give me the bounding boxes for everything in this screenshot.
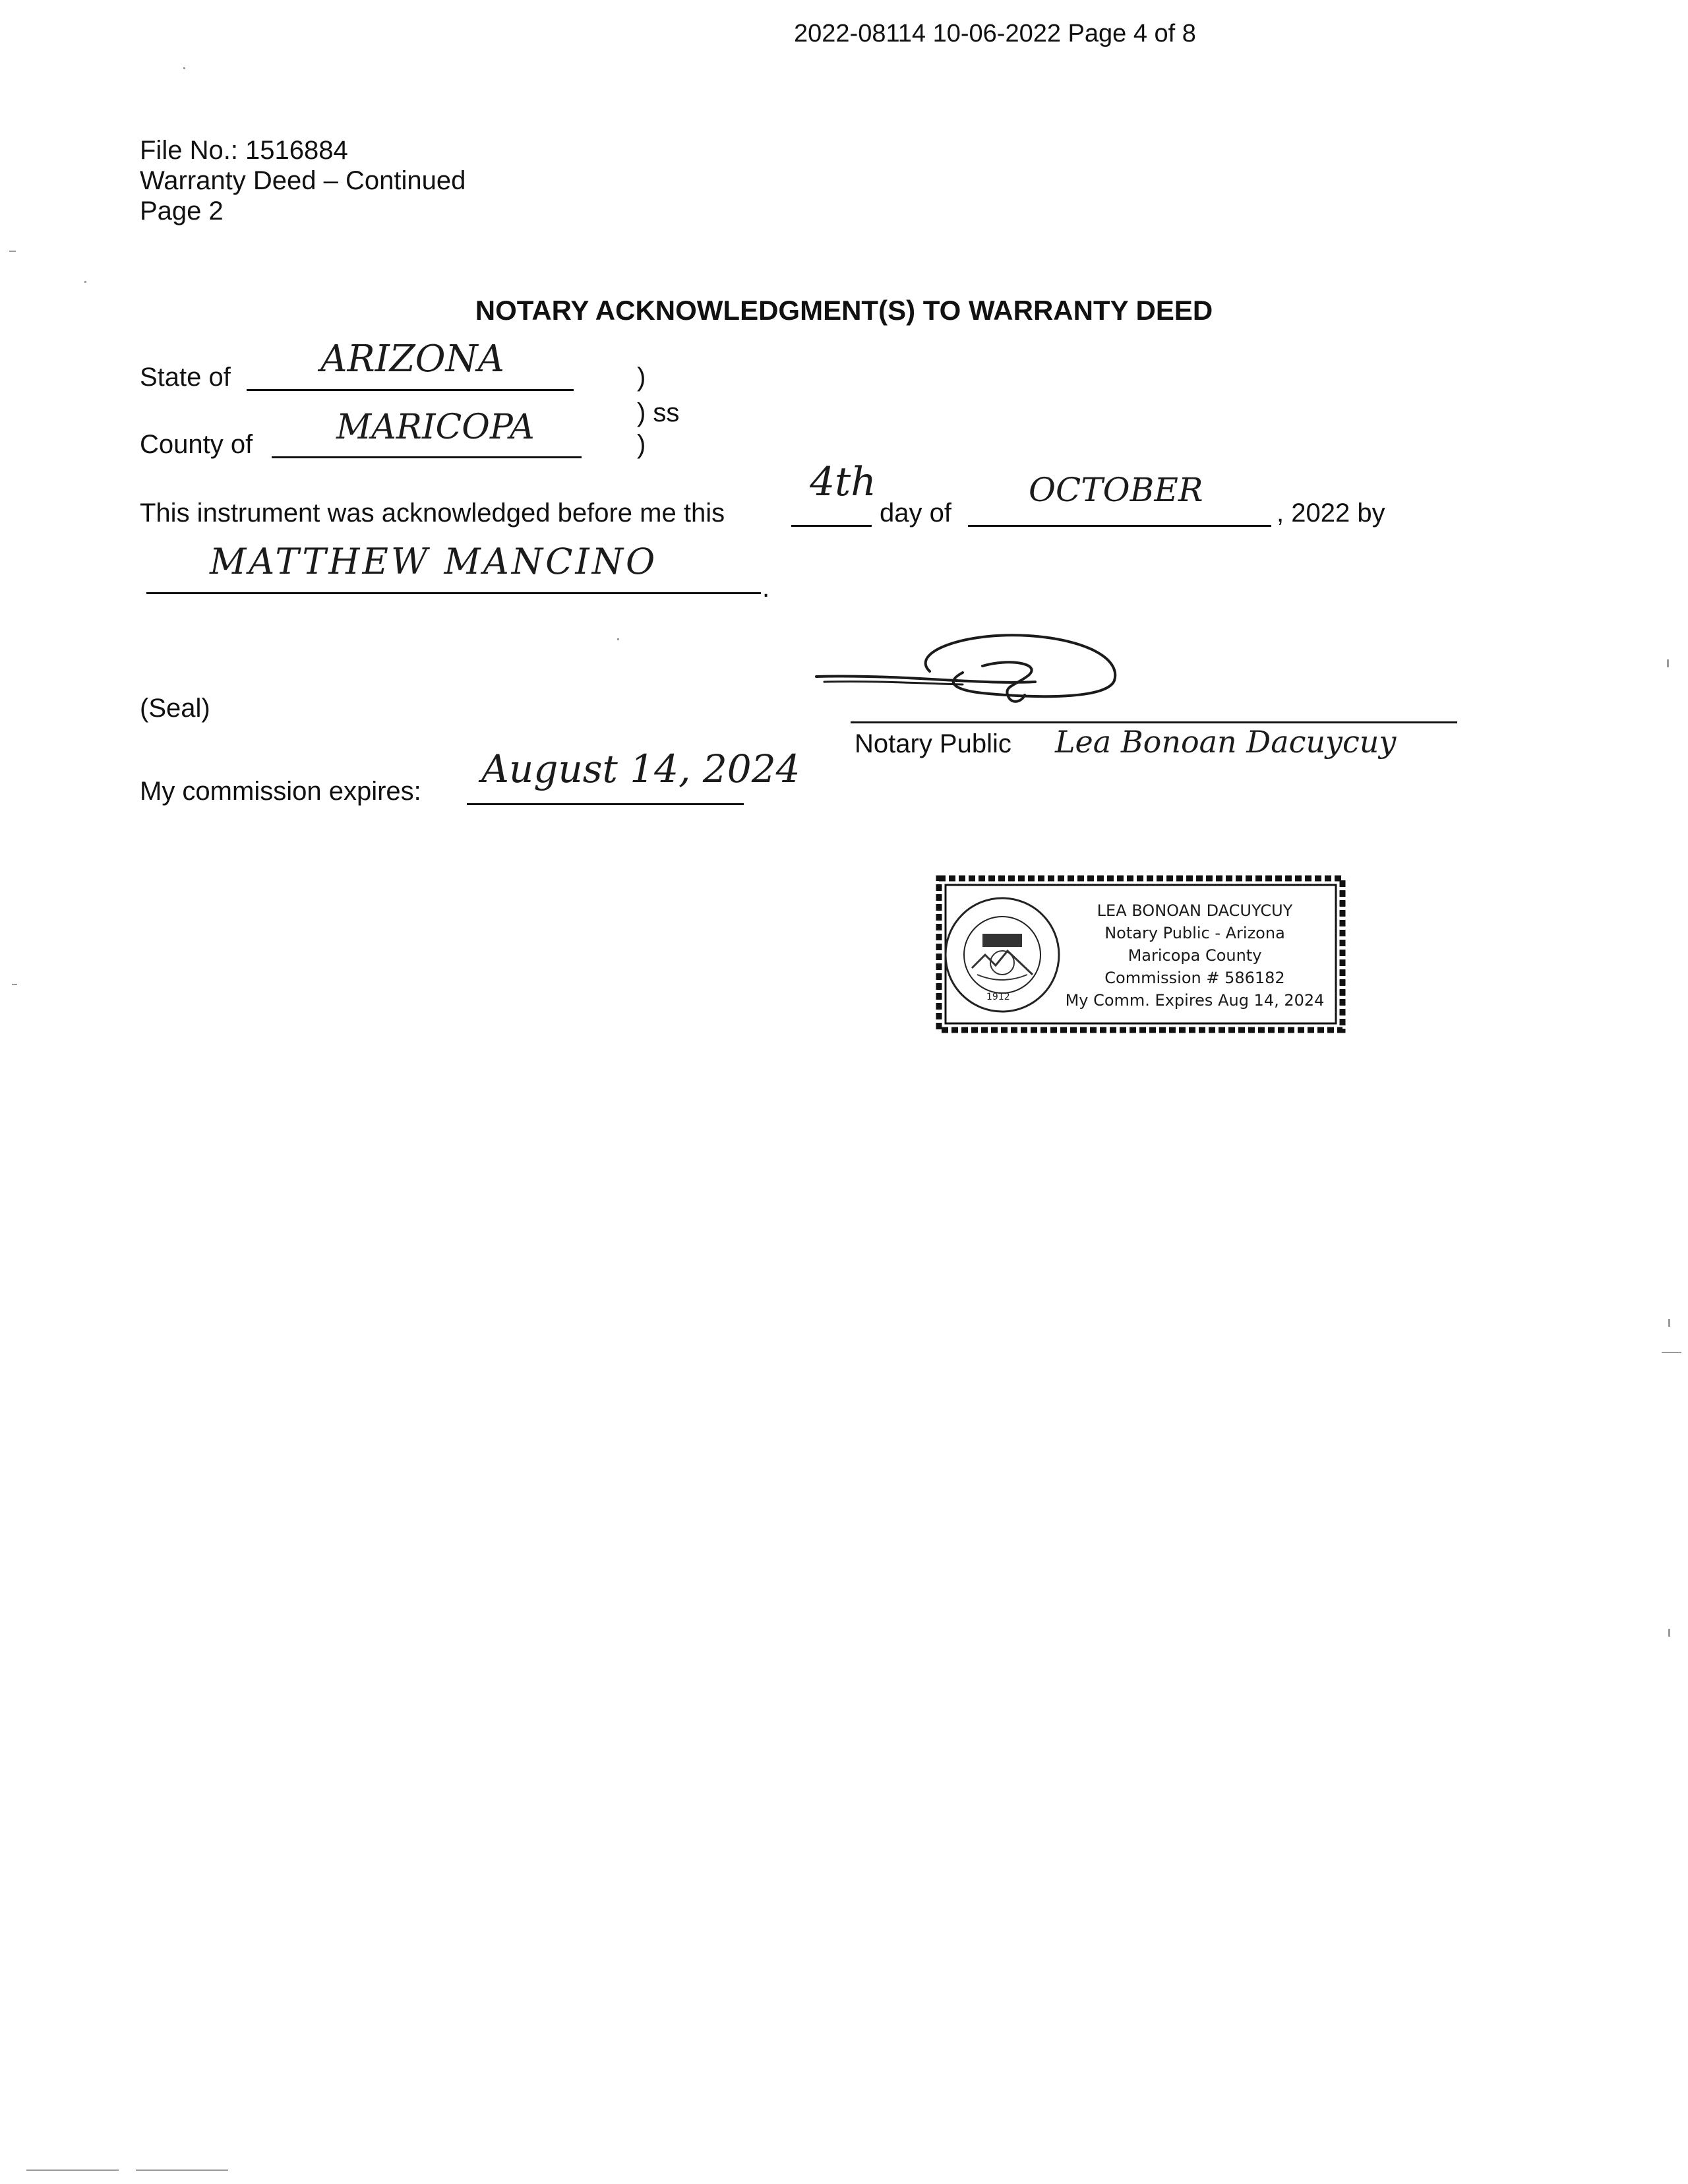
commission-underline	[467, 803, 744, 805]
day-underline	[791, 525, 872, 527]
venue-ss: ) ss	[637, 398, 680, 427]
month-underline	[968, 525, 1271, 527]
scan-speck	[26, 2169, 119, 2171]
acknowledgment-text: This instrument was acknowledged before me this	[140, 499, 725, 528]
year-by-text: , 2022 by	[1277, 499, 1385, 528]
state-label: State of	[140, 363, 231, 392]
scan-speck	[1667, 659, 1669, 667]
county-label: County of	[140, 430, 253, 459]
scan-speck	[84, 281, 86, 283]
day-of-text: day of	[880, 499, 951, 528]
notary-handwritten-name: Lea Bonoan Dacuycuy	[1055, 724, 1397, 760]
grantor-handwritten-name: MATTHEW MANCINO	[210, 541, 658, 582]
scan-speck	[12, 984, 17, 985]
scan-speck	[1662, 1352, 1681, 1353]
recording-stamp-line: 2022-08114 10-06-2022 Page 4 of 8	[794, 20, 1196, 47]
stamp-text-block	[1056, 899, 1333, 1012]
county-handwritten-value: MARICOPA	[336, 408, 535, 447]
day-handwritten-value: 4th	[810, 459, 876, 505]
page-reference: Page 2	[140, 197, 224, 226]
commission-handwritten-date: August 14, 2024	[481, 746, 800, 791]
venue-bracket-top: )	[637, 363, 646, 392]
document-title: NOTARY ACKNOWLEDGMENT(S) TO WARRANTY DEED	[475, 295, 1213, 326]
scan-speck	[183, 67, 185, 69]
stamp-notary-title: Notary Public - Arizona	[1104, 924, 1285, 942]
notary-stamp	[931, 869, 1350, 1041]
scan-speck	[617, 638, 619, 640]
scan-speck	[9, 251, 16, 252]
scan-speck	[136, 2169, 228, 2171]
state-handwritten-value: ARIZONA	[320, 338, 504, 380]
name-underline	[146, 592, 761, 594]
seal-label: (Seal)	[140, 694, 210, 723]
notary-public-label: Notary Public	[855, 729, 1011, 758]
name-terminal-period: .	[762, 574, 770, 603]
month-handwritten-value: OCTOBER	[1029, 471, 1203, 509]
stamp-notary-name: LEA BONOAN DACUYCUY	[1097, 901, 1293, 920]
venue-bracket-bottom: )	[637, 430, 646, 459]
stamp-expiration: My Comm. Expires Aug 14, 2024	[1065, 991, 1325, 1010]
notary-signature-line	[851, 721, 1457, 723]
file-number: File No.: 1516884	[140, 136, 348, 165]
stamp-commission-number: Commission # 586182	[1104, 969, 1285, 987]
seal-year: 1912	[986, 992, 1010, 1002]
state-underline	[247, 389, 574, 391]
deed-title-continued: Warranty Deed – Continued	[140, 166, 466, 195]
commission-expires-label: My commission expires:	[140, 777, 421, 806]
county-underline	[272, 456, 582, 458]
scan-speck	[1668, 1319, 1670, 1327]
scan-speck	[1668, 1629, 1670, 1637]
notary-signature-icon	[811, 620, 1128, 712]
stamp-county: Maricopa County	[1128, 946, 1262, 965]
